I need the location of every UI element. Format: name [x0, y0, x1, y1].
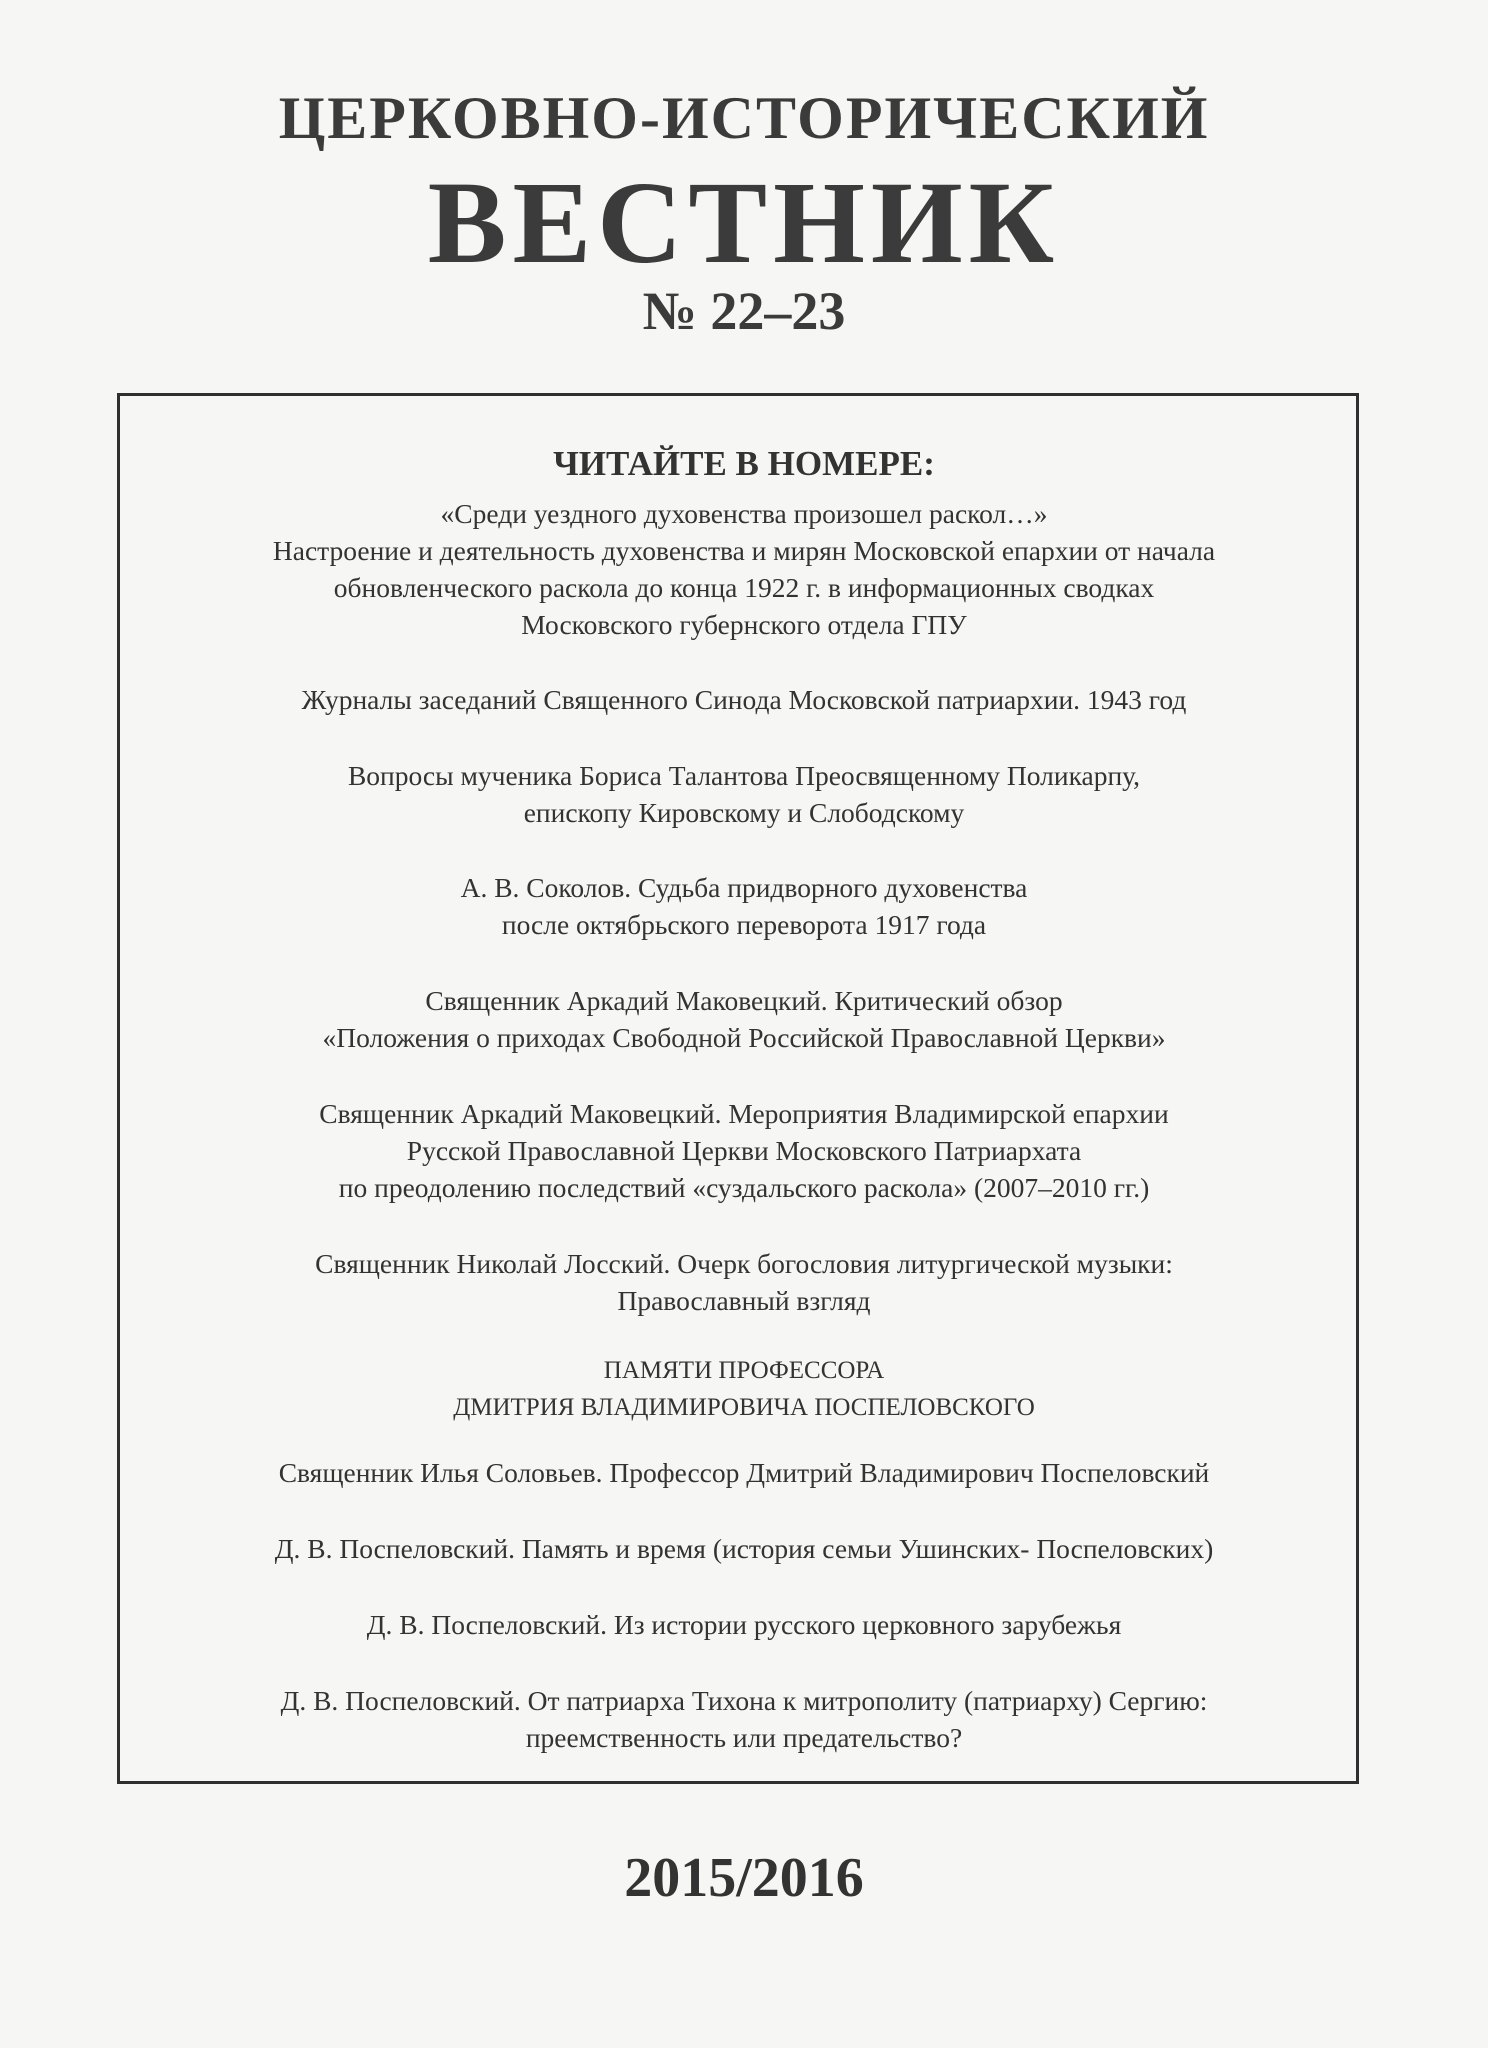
entry-line: Журналы заседаний Священного Синода Московской патриархии. 1943 год [301, 684, 1187, 715]
entry-line: епископу Кировскому и Слободскому [523, 797, 965, 828]
entry-line: Д. В. Поспеловский. От патриарха Тихона к митрополиту (патриарху) Сергию: [280, 1685, 1208, 1716]
entry-line: ПАМЯТИ ПРОФЕССОРА [603, 1357, 885, 1384]
contents-entry [140, 1606, 1348, 1643]
contents-heading: ЧИТАЙТЕ В НОМЕРЕ: [553, 444, 935, 483]
contents-entry [140, 1245, 1348, 1319]
entry-line: Православный взгляд [617, 1285, 871, 1316]
contents-entry [140, 982, 1348, 1056]
contents-entry [140, 1530, 1348, 1567]
entry-line: после октябрьского переворота 1917 года [501, 909, 987, 940]
contents-entry [140, 1095, 1348, 1206]
contents-entry [140, 495, 1348, 643]
entry-line: Священник Николай Лосский. Очерк богословия литургической музыки: [315, 1248, 1173, 1279]
publication-year: 2015/2016 [624, 1847, 864, 1909]
entry-line: «Положения о приходах Свободной Российской Православной Церкви» [322, 1022, 1166, 1053]
memorial-section-heading [140, 1352, 1348, 1426]
entry-line: обновленческого раскола до конца 1922 г. в информационных сводках [333, 572, 1155, 603]
contents-entry [140, 1454, 1348, 1491]
contents-entry [140, 681, 1348, 718]
entry-line: Московского губернского отдела ГПУ [521, 609, 967, 640]
entry-line: Священник Аркадий Маковецкий. Мероприятия Владимирской епархии [319, 1098, 1169, 1129]
entry-line: Д. В. Поспеловский. Из истории русского церковного зарубежья [366, 1609, 1122, 1640]
entry-line: преемственность или предательство? [525, 1722, 963, 1753]
issue-number: № 22–23 [642, 281, 846, 341]
entry-line: Священник Илья Соловьев. Профессор Дмитрий Владимирович Поспеловский [278, 1457, 1210, 1488]
journal-title-line1: ЦЕРКОВНО-ИСТОРИЧЕСКИЙ [278, 85, 1210, 151]
entry-line: ДМИТРИЯ ВЛАДИМИРОВИЧА ПОСПЕЛОВСКОГО [453, 1394, 1035, 1421]
entry-line: «Среди уездного духовенства произошел раскол…» [440, 498, 1048, 529]
entry-line: Настроение и деятельность духовенства и мирян Московской епархии от начала [272, 535, 1216, 566]
entry-line: Вопросы мученика Бориса Талантова Преосвященному Поликарпу, [347, 760, 1141, 791]
contents-entry [140, 757, 1348, 831]
contents-entry [140, 1682, 1348, 1756]
journal-title-line2: ВЕСТНИК [427, 157, 1061, 288]
entry-line: А. В. Соколов. Судьба придворного духовенства [460, 872, 1028, 903]
entry-line: по преодолению последствий «суздальского раскола» (2007–2010 гг.) [338, 1172, 1150, 1203]
entry-line: Русской Православной Церкви Московского Патриархата [406, 1135, 1082, 1166]
entry-line: Д. В. Поспеловский. Память и время (история семьи Ушинских- Поспеловских) [274, 1533, 1214, 1564]
contents-entry [140, 869, 1348, 943]
entry-line: Священник Аркадий Маковецкий. Критический обзор [425, 985, 1063, 1016]
